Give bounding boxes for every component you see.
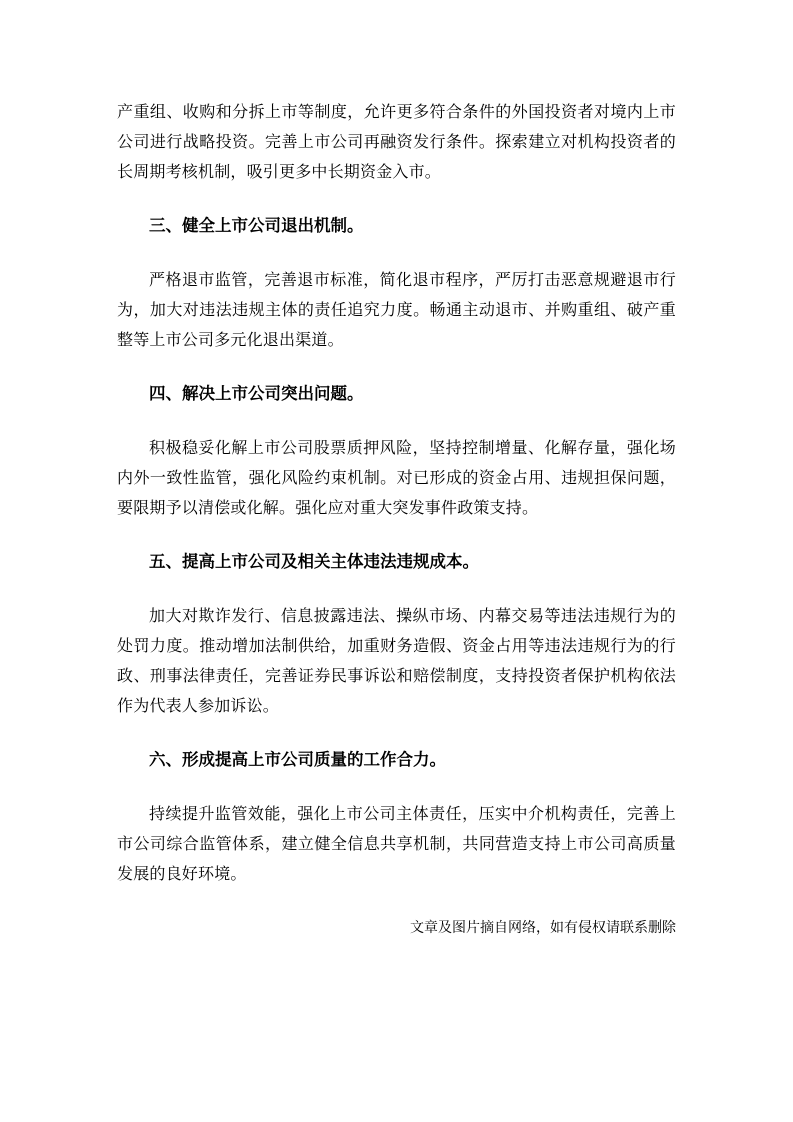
footer-disclaimer: 文章及图片摘自网络，如有侵权请联系删除 <box>410 920 676 936</box>
section-heading-6: 六、形成提高上市公司质量的工作合力。 <box>149 750 446 769</box>
body-paragraph-section-4: 积极稳妥化解上市公司股票质押风险，坚持控制增量、化解存量，强化场内外一致性监管，强化风险约束机制。对已形成的资金占用、违规担保问题，要限期予以清偿或化解。强化应对重大突发事件政策支持。 <box>117 438 676 517</box>
body-paragraph-section-3: 严格退市监管，完善退市标准，简化退市程序，严厉打击恶意规避退市行为，加大对违法违规主体的责任追究力度。畅通主动退市、并购重组、破产重整等上市公司多元化退出渠道。 <box>117 270 676 349</box>
body-paragraph-continuation: 产重组、收购和分拆上市等制度，允许更多符合条件的外国投资者对境内上市公司进行战略投资。完善上市公司再融资发行条件。探索建立对机构投资者的长周期考核机制，吸引更多中长期资金入市。 <box>117 102 676 181</box>
section-heading-5: 五、提高上市公司及相关主体违法违规成本。 <box>149 552 479 571</box>
body-paragraph-section-6: 持续提升监管效能，强化上市公司主体责任，压实中介机构责任，完善上市公司综合监管体系，建立健全信息共享机制，共同营造支持上市公司高质量发展的良好环境。 <box>117 804 676 883</box>
body-paragraph-section-5: 加大对欺诈发行、信息披露违法、操纵市场、内幕交易等违法违规行为的处罚力度。推动增加法制供给，加重财务造假、资金占用等违法违规行为的行政、刑事法律责任，完善证券民事诉讼和赔偿制度，支持投资者保护机构依法作为代表人参加诉讼。 <box>117 606 676 715</box>
section-heading-3: 三、健全上市公司退出机制。 <box>149 216 364 235</box>
section-heading-4: 四、解决上市公司突出问题。 <box>149 384 364 403</box>
